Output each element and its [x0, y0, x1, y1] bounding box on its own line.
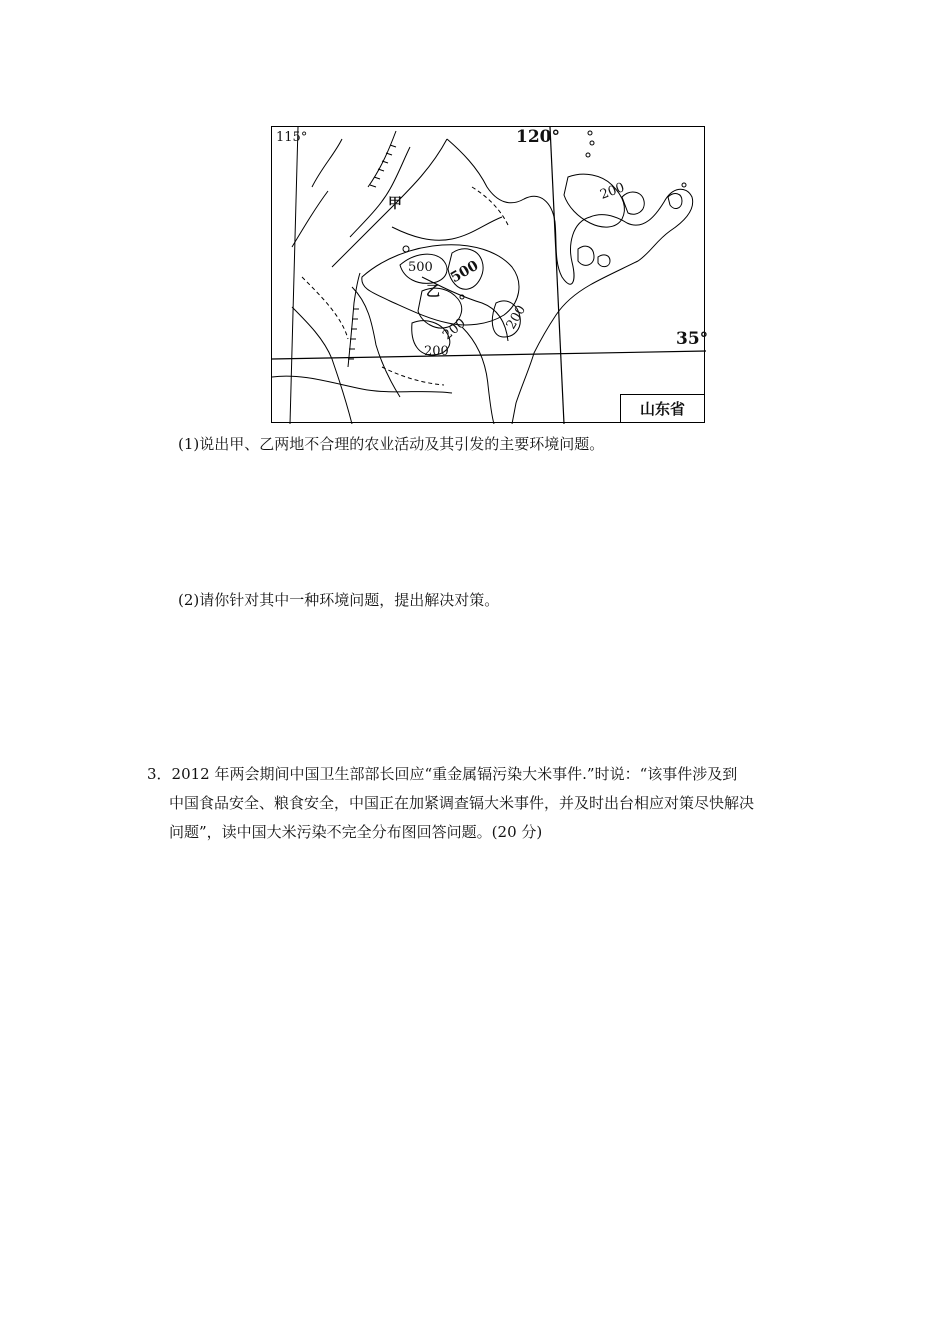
- shandong-map: [271, 126, 709, 423]
- question-3-line-3: 问题”，读中国大米污染不完全分布图回答问题。(20 分): [169, 823, 543, 841]
- map-legend-province: 山东省: [620, 394, 704, 422]
- contour-200-label: 200: [598, 180, 627, 203]
- contour-200-label: 200: [440, 315, 469, 344]
- contour-200-label: 200: [424, 344, 449, 359]
- contour-500-label: 500: [408, 260, 433, 275]
- place-yi-label: 乙: [426, 284, 440, 300]
- question-2-part-1: (1)说出甲、乙两地不合理的农业活动及其引发的主要环境问题。: [178, 435, 605, 453]
- contour-200-label: 200: [503, 302, 530, 333]
- question-2-part-2: (2)请你针对其中一种环境问题，提出解决对策。: [178, 591, 500, 609]
- longitude-115-label: 115°: [276, 130, 308, 145]
- longitude-120-label: 120°: [516, 127, 560, 147]
- place-jia-label: 甲: [388, 196, 402, 212]
- question-3-line-2: 中国食品安全、粮食安全，中国正在加紧调查镉大米事件，并及时出台相应对策尽快解决: [169, 794, 755, 812]
- question-3: [147, 760, 827, 847]
- contour-500-label: 500: [447, 257, 482, 287]
- latitude-35-label: 35°: [676, 329, 709, 349]
- question-3-line-1: 3．2012 年两会期间中国卫生部部长回应“重金属镉污染大米事件.”时说：“该事件涉及到: [147, 765, 738, 783]
- map-lines: [272, 127, 709, 424]
